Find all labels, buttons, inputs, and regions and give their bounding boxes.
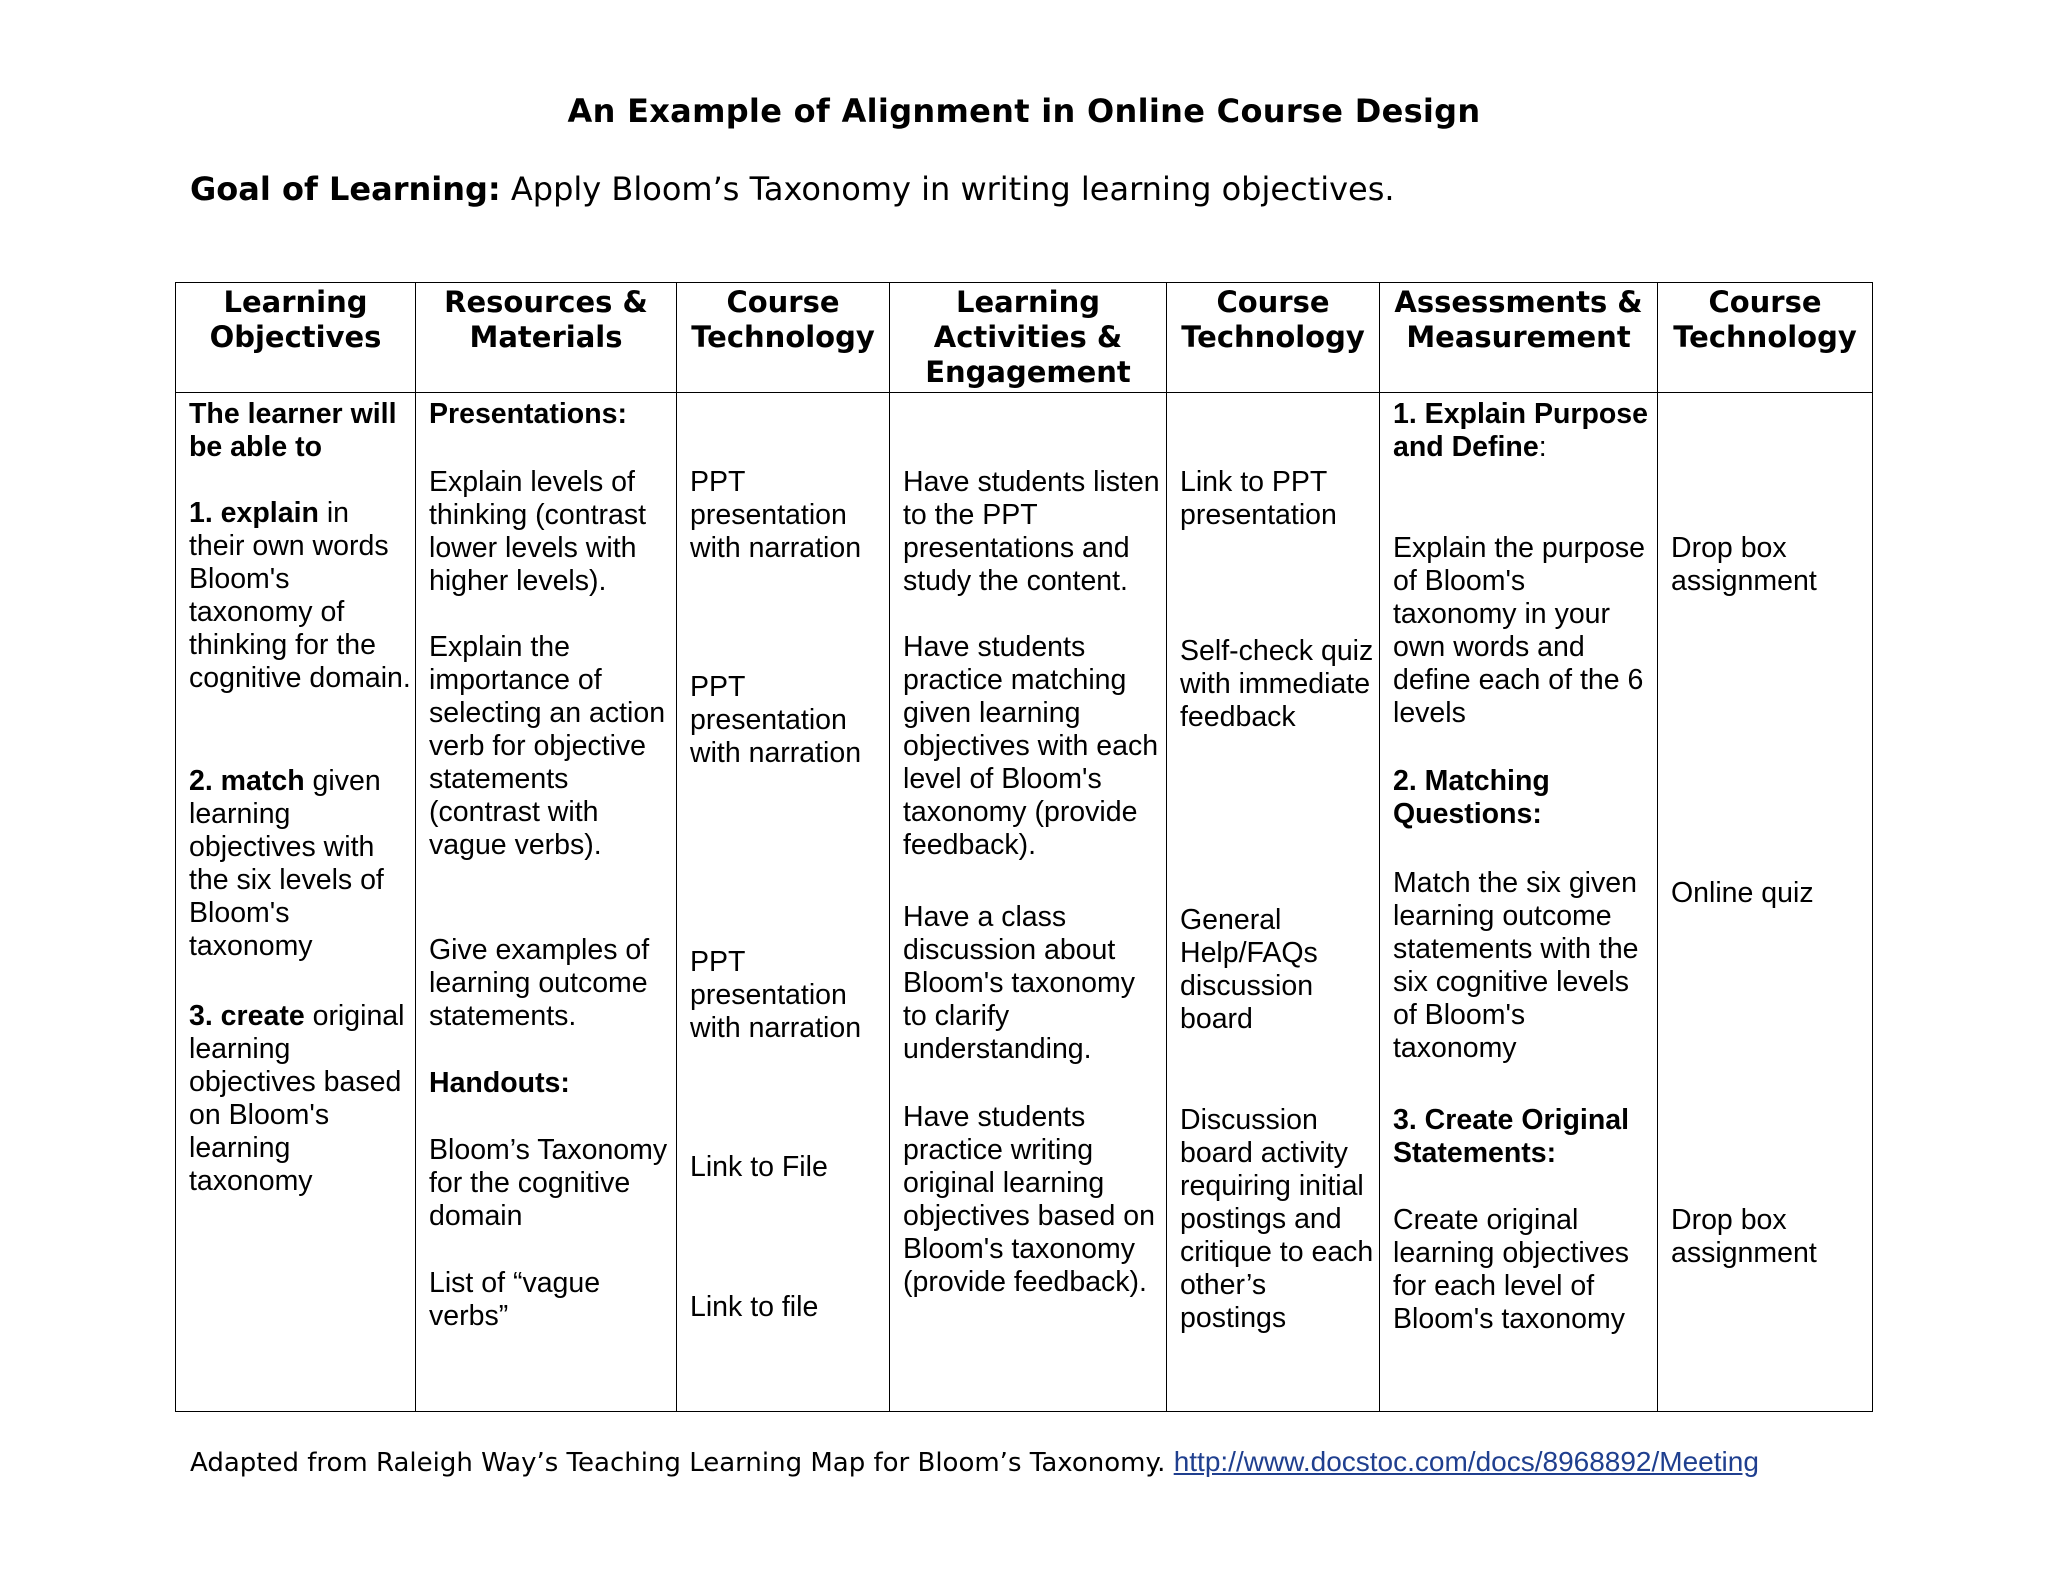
goal-text: Apply Bloom’s Taxonomy in writing learning objectives.: [510, 170, 1395, 208]
presentation-item: Explain the importance of selecting an action verb for objective statements (contrast with vague verbs).: [429, 631, 666, 861]
technology-item: Discussion board activity requiring initial postings and critique to each other’s postings: [1180, 1104, 1374, 1334]
goal-label: Goal of Learning:: [190, 170, 501, 208]
col-header-assessments: Assessments & Measurement: [1380, 283, 1658, 393]
col-header-activities: Learning Activities & Engagement: [890, 283, 1167, 393]
assessment-text: Explain the purpose of Bloom's taxonomy in your own words and define each of the 6 levels: [1393, 532, 1645, 729]
col-header-technology-3: Course Technology: [1658, 283, 1873, 393]
technology-1-cell: [677, 393, 890, 1412]
assessment-text: Create original learning objectives for each level of Bloom's taxonomy: [1393, 1204, 1630, 1335]
page-title: An Example of Alignment in Online Course Design: [567, 92, 1481, 130]
handout-item: Bloom’s Taxonomy for the cognitive domain: [429, 1134, 668, 1232]
presentation-item: Give examples of learning outcome statements.: [429, 934, 650, 1032]
col-header-technology-1: Course Technology: [677, 283, 890, 393]
objectives-cell: [176, 393, 416, 1412]
technology-item: PPT presentation with narration: [690, 946, 862, 1044]
activity-item: Have students listen to the PPT presentations and study the content.: [903, 466, 1160, 597]
technology-item: Link to file: [690, 1291, 819, 1323]
technology-item: Self-check quiz with immediate feedback: [1180, 635, 1374, 733]
objective-3: 3. create original learning objectives based on Bloom's learning taxonomy: [189, 1000, 405, 1197]
technology-item: Drop box assignment: [1671, 532, 1817, 597]
header-row: [176, 283, 1873, 393]
objective-1: 1. explain in their own words Bloom's taxonomy of thinking for the cognitive domain.: [189, 497, 411, 694]
technology-item: PPT presentation with narration: [690, 671, 862, 769]
alignment-table: [175, 282, 1873, 1412]
col-header-objectives: Learning Objectives: [176, 283, 416, 393]
objectives-intro: The learner will be able to: [189, 398, 397, 463]
technology-item: Drop box assignment: [1671, 1204, 1817, 1269]
source-note: [190, 1446, 1759, 1478]
learning-goal: [190, 170, 1395, 208]
assessment-text: Match the six given learning outcome statements with the six cognitive levels of Bloom's taxonomy: [1393, 867, 1639, 1064]
technology-item: General Help/FAQs discussion board: [1180, 904, 1318, 1035]
presentations-heading: Presentations:: [429, 398, 627, 430]
objective-2: 2. match given learning objectives with the six levels of Bloom's taxonomy: [189, 765, 384, 962]
technology-item: PPT presentation with narration: [690, 466, 862, 564]
col-header-resources: Resources & Materials: [416, 283, 677, 393]
assessment-heading: 1. Explain Purpose and Define:: [1393, 398, 1648, 463]
activity-item: Have students practice matching given learning objectives with each level of Bloom's taxonomy (provide feedback).: [903, 631, 1159, 861]
technology-item: Online quiz: [1671, 877, 1814, 909]
technology-item: Link to File: [690, 1151, 828, 1183]
technology-2-cell: [1167, 393, 1380, 1412]
assessment-heading: 3. Create Original Statements:: [1393, 1104, 1630, 1169]
activity-item: Have students practice writing original learning objectives based on Bloom's taxonomy (provide feedback).: [903, 1101, 1155, 1298]
technology-item: Link to PPT presentation: [1180, 466, 1337, 531]
activity-item: Have a class discussion about Bloom's taxonomy to clarify understanding.: [903, 901, 1135, 1065]
presentation-item: Explain levels of thinking (contrast lower levels with higher levels).: [429, 466, 647, 597]
handout-item: List of “vague verbs”: [429, 1267, 601, 1332]
col-header-technology-2: Course Technology: [1167, 283, 1380, 393]
handouts-heading: Handouts:: [429, 1067, 570, 1099]
content-row: [176, 393, 1873, 1412]
assessment-heading: 2. Matching Questions:: [1393, 765, 1550, 830]
assessments-cell: [1380, 393, 1658, 1412]
source-text: Adapted from Raleigh Way’s Teaching Learning Map for Bloom’s Taxonomy.: [190, 1448, 1166, 1478]
resources-cell: [416, 393, 677, 1412]
activities-cell: [890, 393, 1167, 1412]
technology-3-cell: [1658, 393, 1873, 1412]
source-link[interactable]: http://www.docstoc.com/docs/8968892/Meeting: [1173, 1446, 1759, 1477]
